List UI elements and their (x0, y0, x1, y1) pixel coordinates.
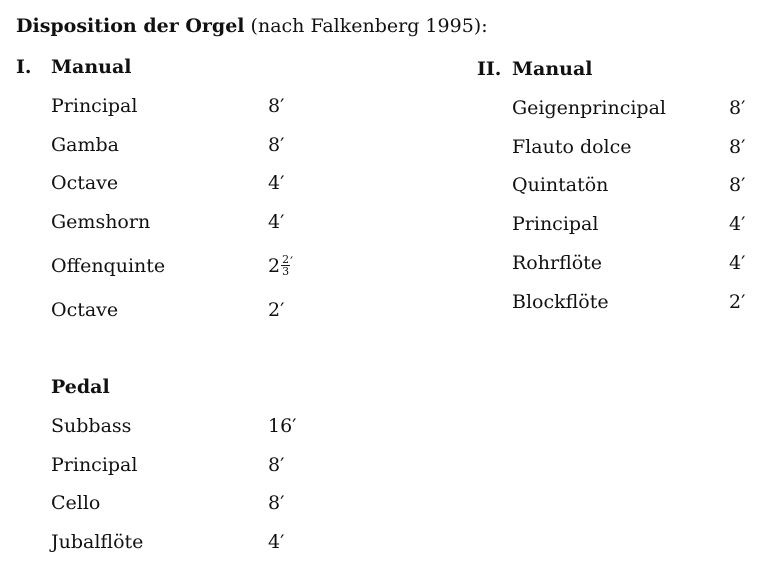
manual-2-title: Manual (512, 58, 593, 80)
manual-2-number: II. (477, 58, 502, 80)
register-pitch: 8′ (729, 174, 746, 196)
register-name: Rohrflöte (512, 252, 603, 274)
manual-1-title: Manual (51, 56, 132, 78)
register-pitch: 8′ (268, 95, 285, 117)
pedal-heading (51, 376, 110, 398)
register-pitch: 8′ (729, 97, 746, 119)
register-pitch: 8′ (268, 134, 285, 156)
register-name: Gamba (51, 134, 120, 156)
title-bold: Disposition der Orgel (16, 15, 245, 37)
register-name: Cello (51, 492, 101, 514)
register-name: Subbass (51, 415, 132, 437)
register-pitch-fraction (268, 252, 294, 279)
manual-2-heading (477, 58, 593, 80)
pitch-mark: ′ (290, 255, 294, 270)
fraction-numerator: 2 (282, 252, 290, 266)
register-name: Octave (51, 299, 119, 321)
title-source: (nach Falkenberg 1995): (244, 15, 488, 37)
register-pitch: 8′ (268, 454, 285, 476)
pitch-fraction (281, 254, 290, 277)
pedal-title: Pedal (51, 376, 110, 398)
register-name: Principal (51, 454, 138, 476)
register-pitch: 8′ (729, 136, 746, 158)
register-name: Blockflöte (512, 291, 609, 313)
register-name: Quintatön (512, 174, 609, 196)
register-name: Flauto dolce (512, 136, 632, 158)
register-pitch: 2′ (268, 299, 285, 321)
register-name: Principal (51, 95, 138, 117)
register-pitch: 4′ (268, 531, 285, 553)
manual-1-heading (16, 56, 132, 78)
page-title (16, 15, 488, 37)
fraction-denominator: 3 (282, 264, 290, 278)
register-name: Jubalflöte (51, 531, 144, 553)
register-name: Gemshorn (51, 211, 151, 233)
register-pitch: 8′ (268, 492, 285, 514)
register-name: Offenquinte (51, 255, 166, 277)
register-pitch: 4′ (729, 213, 746, 235)
manual-1-number: I. (16, 56, 32, 78)
register-name: Geigenprincipal (512, 97, 666, 119)
register-name: Principal (512, 213, 599, 235)
register-pitch: 16′ (268, 415, 297, 437)
register-name: Octave (51, 172, 119, 194)
pitch-whole: 2 (268, 255, 281, 277)
register-pitch: 4′ (268, 172, 285, 194)
register-pitch: 2′ (729, 291, 746, 313)
register-pitch: 4′ (729, 252, 746, 274)
register-pitch: 4′ (268, 211, 285, 233)
